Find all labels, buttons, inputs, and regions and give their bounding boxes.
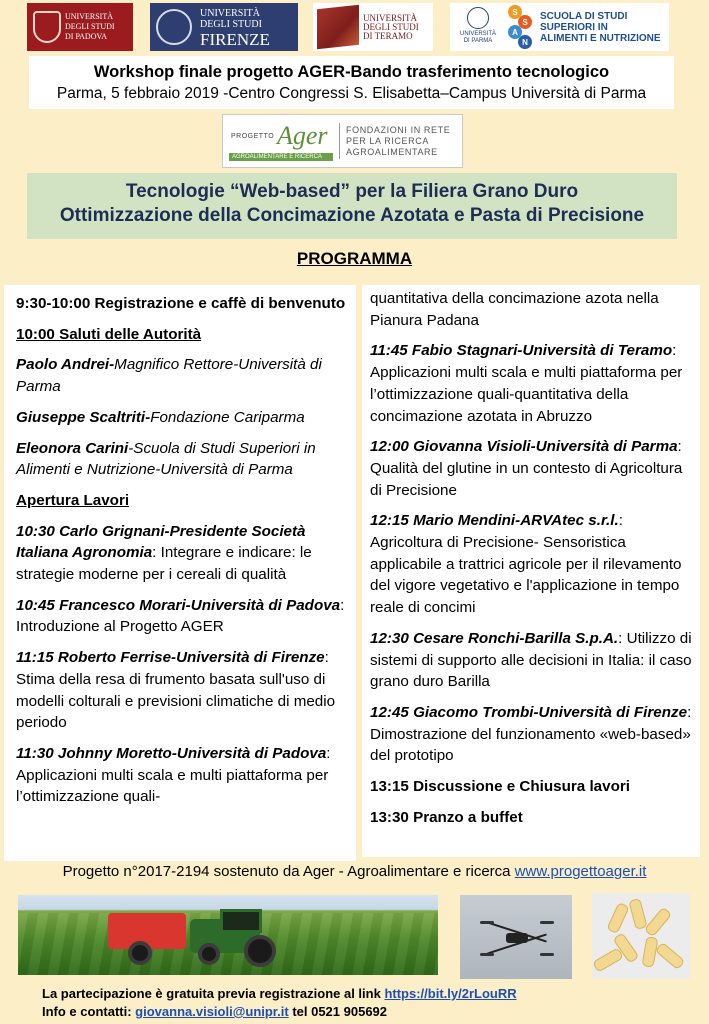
logo-universita-teramo bbox=[313, 3, 433, 51]
talk-title: : Applicazioni multi scala e multi piattaforma per l’ottimizzazione quali-quantitativa della concimazione azotata in Abruzzo bbox=[370, 342, 683, 425]
parma-line-2: DI PARMA bbox=[463, 38, 493, 44]
talk-speaker: 10:45 Francesco Morari-Università di Padova bbox=[16, 596, 341, 614]
tractor-icon bbox=[108, 909, 288, 967]
padova-line-2: DEGLI STUDI bbox=[65, 22, 115, 31]
ager-logo bbox=[222, 114, 463, 168]
contact-email-link[interactable]: giovanna.visioli@unipr.it bbox=[135, 1004, 289, 1019]
ssan-letter-3: A bbox=[508, 25, 522, 39]
drone-rotor-shape bbox=[540, 953, 554, 956]
program-item-ferrise bbox=[16, 647, 350, 734]
program-item-apertura: Apertura Lavori bbox=[16, 491, 130, 509]
program-item-andrei bbox=[16, 354, 350, 397]
ager-logo-left bbox=[229, 119, 333, 163]
wheel-shape bbox=[128, 941, 152, 965]
ager-progetto-label: PROGETTO bbox=[231, 133, 275, 140]
ager-band: AGROALIMENTARE E RICERCA bbox=[229, 153, 333, 161]
wheel-shape bbox=[198, 943, 220, 965]
parma-seal-icon bbox=[467, 7, 489, 29]
program-item-scaltriti bbox=[16, 407, 350, 429]
talk-speaker: 11:30 Johnny Moretto-Università di Padova bbox=[16, 744, 327, 762]
talk-speaker: 12:45 Giacomo Trombi-Università di Firenze bbox=[370, 703, 688, 721]
ager-right-line-2: PER LA RICERCA bbox=[346, 136, 429, 146]
event-title-box bbox=[27, 173, 677, 239]
logos-row bbox=[0, 3, 709, 53]
speaker-name: Giuseppe Scaltriti- bbox=[16, 408, 151, 426]
registration-link[interactable]: https://bit.ly/2rLouRR bbox=[384, 986, 517, 1001]
talk-title: : Dimostrazione del funzionamento «web-based» del prototipo bbox=[370, 703, 692, 765]
contact-phone: tel 0521 905692 bbox=[288, 1004, 388, 1019]
ssan-letter-1: S bbox=[508, 5, 522, 19]
speaker-role: -Scuola di Studi Superiori in Alimenti e Nutrizione-Università di Parma bbox=[16, 439, 316, 479]
drone-rotor-shape bbox=[540, 921, 554, 924]
ager-logo-divider bbox=[339, 123, 340, 159]
program-item-mendini bbox=[370, 510, 694, 619]
drone-rotor-shape bbox=[480, 921, 494, 924]
teramo-line-2: DEGLI STUDI bbox=[363, 21, 419, 32]
ager-wordmark: Ager bbox=[277, 121, 328, 150]
logo-universita-parma bbox=[456, 7, 500, 45]
drone-photo bbox=[460, 895, 572, 979]
talk-speaker: 12:30 Cesare Ronchi-Barilla S.p.A. bbox=[370, 629, 619, 647]
ssan-letter-4: N bbox=[518, 35, 532, 49]
speaker-role: Magnifico Rettore-Università di Parma bbox=[16, 356, 322, 396]
padova-line-3: DI PADOVA bbox=[65, 32, 108, 41]
ssan-line-2: SUPERIORI IN bbox=[540, 22, 608, 33]
tractor-cab-shape bbox=[220, 909, 262, 933]
pasta-icon bbox=[644, 907, 672, 938]
logo-universita-padova bbox=[27, 3, 133, 51]
pasta-icon bbox=[592, 947, 624, 972]
firenze-line-2: DEGLI STUDI bbox=[200, 19, 262, 30]
project-footer bbox=[0, 863, 709, 880]
talk-speaker: 12:00 Giovanna Visioli-Università di Parma bbox=[370, 438, 678, 456]
program-item-pranzo: 13:30 Pranzo a buffet bbox=[370, 808, 523, 826]
project-footer-text: Progetto n°2017-2194 sostenuto da Ager - Agroalimentare e ricerca bbox=[62, 863, 515, 880]
firenze-line-1: UNIVERSITÀ bbox=[200, 8, 260, 19]
talk-speaker: 11:15 Roberto Ferrise-Università di Firenze bbox=[16, 649, 325, 667]
program-item-saluti: 10:00 Saluti delle Autorità bbox=[16, 325, 202, 343]
program-item-registrazione: 9:30-10:00 Registrazione e caffè di benvenuto bbox=[16, 295, 346, 312]
program-item-stagnari bbox=[370, 340, 694, 427]
talk-title: : Utilizzo di sistemi di supporto alle decisioni in Italia: il caso grano duro Barilla bbox=[370, 629, 692, 691]
ssan-line-3: ALIMENTI E NUTRIZIONE bbox=[540, 33, 661, 44]
pasta-icon bbox=[655, 942, 686, 970]
program-column-right bbox=[362, 285, 700, 857]
contact-label: Info e contatti: bbox=[42, 1004, 136, 1019]
drone-rotor-shape bbox=[480, 953, 494, 956]
program-column-left bbox=[4, 285, 356, 861]
registration-text: La partecipazione è gratuita previa registrazione al link bbox=[42, 986, 385, 1001]
talk-title: : Stima della resa di frumento basata sull'uso di modelli colturali e previsioni climatiche di medio periodo bbox=[16, 649, 336, 732]
tractor-field-photo bbox=[18, 895, 438, 975]
speaker-name: Eleonora Carini bbox=[16, 439, 129, 457]
event-title-line-1: Tecnologie “Web-based” per la Filiera Grano Duro bbox=[125, 181, 579, 202]
ager-logo-right bbox=[346, 125, 450, 158]
talk-speaker: 11:45 Fabio Stagnari-Università di Teramo bbox=[370, 342, 673, 360]
ager-right-line-3: AGROALIMENTARE bbox=[346, 147, 438, 157]
progettoager-link[interactable]: www.progettoager.it bbox=[514, 863, 647, 880]
ssan-line-1: SCUOLA DI STUDI bbox=[540, 11, 628, 22]
registration-info bbox=[42, 986, 517, 1001]
wheel-shape bbox=[244, 935, 276, 967]
padova-line-1: UNIVERSITÀ bbox=[65, 12, 113, 21]
talk-title: : Qualità del glutine in un contesto di Agricoltura di Precisione bbox=[370, 438, 683, 499]
program-item-moretto-continued: quantitativa della concimazione azota nella Pianura Padana bbox=[370, 290, 659, 329]
ager-right-line-1: FONDAZIONI IN RETE bbox=[346, 125, 451, 135]
pasta-icon bbox=[606, 902, 630, 934]
workshop-title: Workshop finale progetto AGER-Bando trasferimento tecnologico bbox=[93, 63, 610, 81]
program-item-morari bbox=[16, 595, 350, 638]
program-item-grignani bbox=[16, 521, 350, 586]
parma-line-1: UNIVERSITÀ bbox=[459, 31, 496, 37]
speaker-name: Paolo Andrei- bbox=[16, 356, 115, 374]
teramo-cube-icon bbox=[317, 5, 359, 49]
drone-icon bbox=[506, 933, 528, 943]
pasta-icon bbox=[628, 898, 647, 930]
talk-title: : Introduzione al Progetto AGER bbox=[16, 596, 345, 636]
program-item-moretto bbox=[16, 743, 350, 808]
ssan-letter-2: S bbox=[518, 15, 532, 29]
program-item-ronchi bbox=[370, 628, 694, 693]
talk-title: : Integrare e indicare: le strategie moderne per i cereali di qualità bbox=[16, 544, 312, 584]
ssan-text bbox=[540, 11, 668, 44]
teramo-line-1: UNIVERSITÀ bbox=[363, 12, 417, 23]
program-item-discussione: 13:15 Discussione e Chiusura lavori bbox=[370, 778, 630, 796]
workshop-date-venue: Parma, 5 febbraio 2019 -Centro Congressi S. Elisabetta–Campus Università di Parma bbox=[56, 85, 647, 102]
programma-heading: PROGRAMMA bbox=[296, 249, 413, 268]
talk-title: : Applicazioni multi scala e multi piattaforma per l’ottimizzazione quali- bbox=[16, 744, 331, 806]
firenze-line-3: FIRENZE bbox=[200, 30, 270, 49]
program-item-trombi bbox=[370, 702, 694, 767]
talk-speaker: 10:30 Carlo Grignani-Presidente Società Italiana Agronomia bbox=[16, 522, 306, 562]
logo-universita-firenze bbox=[150, 3, 298, 51]
event-title-line-2: Ottimizzazione della Concimazione Azotata e Pasta di Precisione bbox=[59, 205, 645, 226]
workshop-header bbox=[29, 56, 674, 109]
speaker-role: Fondazione Cariparma bbox=[150, 408, 305, 426]
program-item-carini bbox=[16, 438, 350, 481]
talk-speaker: 12:15 Mario Mendini-ARVAtec s.r.l. bbox=[370, 512, 619, 530]
program-item-visioli bbox=[370, 436, 694, 501]
padova-seal-icon bbox=[33, 11, 61, 43]
firenze-seal-icon bbox=[156, 9, 192, 45]
contact-info bbox=[42, 1004, 387, 1019]
teramo-line-3: DI TERAMO bbox=[363, 30, 413, 41]
logo-parma-ssan bbox=[450, 3, 669, 51]
pasta-photo bbox=[592, 893, 690, 979]
ssan-emblem-icon bbox=[508, 5, 532, 49]
talk-title: : Agricoltura di Precisione- Sensoristica applicabile a trattrici agricole per il rilevamento del vigore vegetativo e l'applicazione in tempo reale di concimi bbox=[370, 512, 682, 617]
